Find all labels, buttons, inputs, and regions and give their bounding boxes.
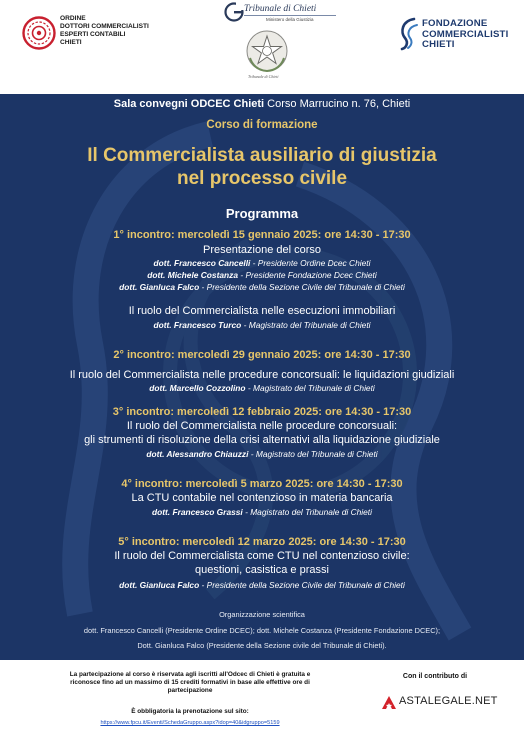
speaker-line: dott. Francesco Cancelli - Presidente Ordine Dcec Chieti (153, 258, 371, 268)
astalegale-mark-icon (381, 695, 397, 710)
incontro-heading: 3° incontro: mercoledì 12 febbraio 2025: ore 14:30 - 17:30 (112, 406, 412, 418)
venue-address: Corso Marrucino n. 76, Chieti (264, 98, 411, 110)
odcec-logo-icon (22, 16, 56, 50)
venue-name: Sala convegni ODCEC Chieti (113, 98, 265, 110)
incontro-topic: questioni, casistica e prassi (195, 564, 329, 576)
organizzazione-line: Dott. Gianluca Falco (Presidente della Sezione civile del Tribunale di Chieti). (137, 641, 387, 650)
speaker-line: dott. Gianluca Falco - Presidente della Sezione Civile del Tribunale di Chieti (119, 580, 405, 590)
tribunale-name: Tribunale di Chieti (244, 4, 317, 14)
incontro-heading: 5° incontro: mercoledì 12 marzo 2025: ore 14:30 - 17:30 (118, 536, 406, 548)
tribunale-logo (222, 2, 338, 94)
course-label: Corso di formazione (206, 119, 318, 131)
course-title-line-1: Il Commercialista ausiliario di giustizia (87, 145, 437, 166)
odcec-name: ORDINE DOTTORI COMMERCIALISTI ESPERTI CONTABILI CHIETI (60, 15, 149, 46)
organizzazione-line: dott. Francesco Cancelli (Presidente Ordine DCEC); dott. Michele Costanza (Presidente Fondazione DCEC); (83, 626, 441, 635)
incontro-heading: 1° incontro: mercoledì 15 gennaio 2025: ore 14:30 - 17:30 (113, 229, 411, 241)
incontro-topic: Presentazione del corso (202, 244, 321, 256)
incontro-topic: Il ruolo del Commercialista come CTU nel contenzioso civile: (114, 550, 410, 562)
booking-required-text: È obbligatoria la prenotazione sul sito: (131, 708, 249, 715)
speaker-line: dott. Gianluca Falco - Presidente della Sezione Civile del Tribunale di Chieti (119, 282, 405, 292)
incontro-heading: 2° incontro: mercoledì 29 gennaio 2025: ore 14:30 - 17:30 (113, 349, 411, 361)
incontro-topic: gli strumenti di risoluzione della crisi alternativi alla liquidazione giudiziale (84, 434, 440, 446)
program-panel (0, 94, 524, 660)
contributo-label: Con il contributo di (402, 673, 468, 680)
header (0, 0, 524, 94)
incontro-topic: Il ruolo del Commercialista nelle procedure concorsuali: le liquidazioni giudiziali (69, 369, 455, 381)
astalegale-logo (381, 694, 499, 712)
speaker-line: dott. Marcello Cozzolino - Magistrato del Tribunale di Chieti (149, 383, 375, 393)
speaker-line: dott. Michele Costanza - Presidente Fondazione Dcec Chieti (147, 270, 377, 280)
booking-link[interactable]: https://www.fpcu.it/Eventi/SchedaGruppo.aspx?idop=40&idgruppo=5159 (100, 720, 280, 726)
astalegale-name: ASTALEGALE.NET (399, 695, 498, 707)
tribunale-g-icon (224, 2, 244, 22)
speaker-line: dott. Alessandro Chiauzzi - Magistrato del Tribunale di Chieti (146, 449, 378, 459)
speaker-line: dott. Francesco Grassi - Magistrato del Tribunale di Chieti (151, 507, 372, 517)
fondazione-logo-icon (398, 16, 420, 52)
incontro-topic: Il ruolo del Commercialista nelle esecuzioni immobiliari (128, 305, 396, 317)
tribunale-underline (244, 15, 336, 16)
incontro-topic: La CTU contabile nel contenzioso in materia bancaria (131, 492, 393, 504)
course-title-line-2: nel processo civile (176, 168, 348, 189)
emblem-caption: Tribunale di Chieti (248, 74, 279, 79)
fondazione-name: FONDAZIONE COMMERCIALISTI CHIETI (422, 18, 509, 50)
tribunale-subtitle: Ministero della Giustizia (266, 17, 314, 22)
panel-content (0, 94, 524, 660)
venue-line (0, 98, 524, 110)
organizzazione-title: Organizzazione scientifica (219, 610, 305, 619)
incontro-heading: 4° incontro: mercoledì 5 marzo 2025: ore 14:30 - 17:30 (121, 478, 403, 490)
programma-heading: Programma (225, 206, 299, 221)
participation-info: La partecipazione al corso è riservata agli iscritti all'Odcec di Chieti è gratuita e riconosce fino ad un massimo di 15 crediti formativi in base alle effettive ore di partecipazione (69, 671, 311, 695)
incontro-topic: Il ruolo del Commercialista nelle procedure concorsuali: (126, 420, 398, 432)
footer (0, 660, 524, 740)
italian-republic-emblem-icon (244, 28, 290, 74)
speaker-line: dott. Francesco Turco - Magistrato del Tribunale di Chieti (153, 320, 371, 330)
